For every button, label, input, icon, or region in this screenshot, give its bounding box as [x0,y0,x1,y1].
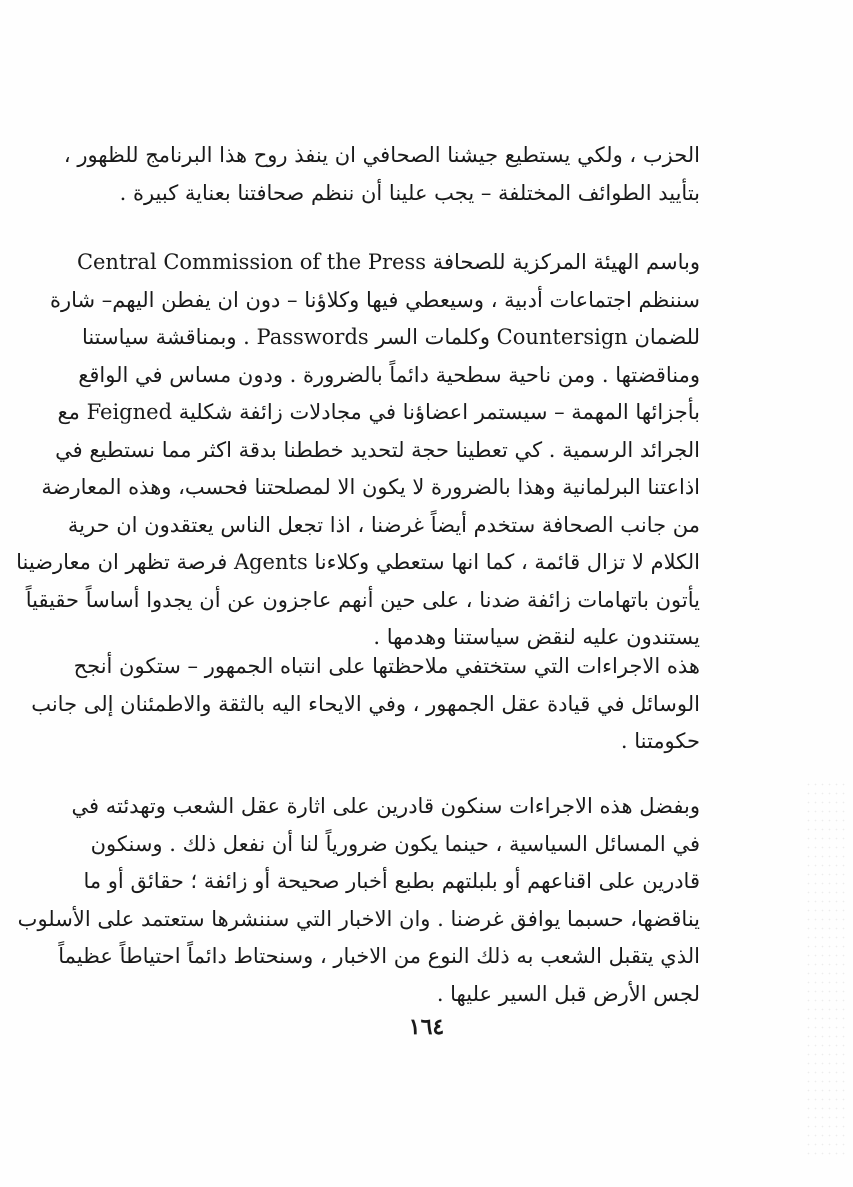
text-line: قادرين على اقناعهم أو بلبلتهم بطبع أخبار صحيحة أو زائفة ؛ حقائق أو ما [83,869,700,893]
paragraph-4 [17,788,700,1013]
text-line: بتأييد الطوائف المختلفة – يجب علينا أن ننظم صحافتنا بعناية كبيرة . [119,180,700,205]
text-line: سننظم اجتماعات أدبية ، وسيعطي فيها وكلاؤنا – دون ان يفطن اليهم– شارة [49,287,700,312]
text-line: الوسائل في قيادة عقل الجمهور ، وفي الايحاء اليه بالثقة والاطمئنان إلى جانب [31,691,700,716]
text-line: للضمان Countersign وكلمات السر Passwords . وبمناقشة سياستنا [81,325,700,349]
text-line: اذاعتنا البرلمانية وهذا بالضرورة لا يكون الا لمصلحتنا فحسب، وهذه المعارضة [41,475,700,499]
page-speckle [805,780,845,1160]
text-line: هذه الاجراءات التي ستختفي ملاحظتها على انتباه الجمهور – ستكون أنجح [73,654,700,678]
text-line: وباسم الهيئة المركزية للصحافة Central Commission of the Press [76,250,700,274]
text-line: في المسائل السياسية ، حينما يكون ضرورياً لنا أن نفعل ذلك . وسنكون [90,831,700,856]
text-line: الكلام لا تزال قائمة ، كما انها ستعطي وكلاءنا Agents فرصة تظهر ان معارضينا [16,550,700,574]
text-line: ومناقضتها . ومن ناحية سطحية دائماً بالضرورة . ودون مساس في الواقع [78,362,700,387]
text-line: الحزب ، ولكي يستطيع جيشنا الصحافي ان ينفذ روح هذا البرنامج للظهور ، [63,143,700,167]
text-line: الذي يتقبل الشعب به ذلك النوع من الاخبار ، وسنحتاط دائماً احتياطاً عظيماً [58,944,700,968]
text-line: يناقضها، حسبما يوافق غرضنا . وان الاخبار التي سننشرها ستعتمد على الأسلوب [17,906,700,931]
text-line: الجرائد الرسمية . كي تعطينا حجة لتحديد خططنا بدقة اكثر مما نستطيع في [55,437,700,462]
paragraph-2 [16,244,700,657]
text-line: يأتون باتهامات زائفة ضدنا ، على حين أنهم عاجزون عن أن يجدوا أساساً حقيقياً [25,587,700,612]
text-line: من جانب الصحافة ستخدم أيضاً غرضنا ، اذا تجعل الناس يعتقدون ان حرية [67,512,700,537]
text-line: وبفضل هذه الاجراءات سنكون قادرين على اثارة عقل الشعب وتهدئته في [71,794,700,818]
text-line: بأجزائها المهمة – سيستمر اعضاؤنا في مجادلات زائفة شكلية Feigned مع [57,400,700,424]
paragraph-1 [63,137,700,212]
page-number: ١٦٤ [408,1014,445,1040]
text-line: لجس الأرض قبل السير عليها . [436,981,700,1006]
text-line: حكومتنا . [620,729,700,753]
paragraph-3 [31,648,700,761]
text-line: يستندون عليه لنقض سياستنا وهدمها . [373,625,700,649]
